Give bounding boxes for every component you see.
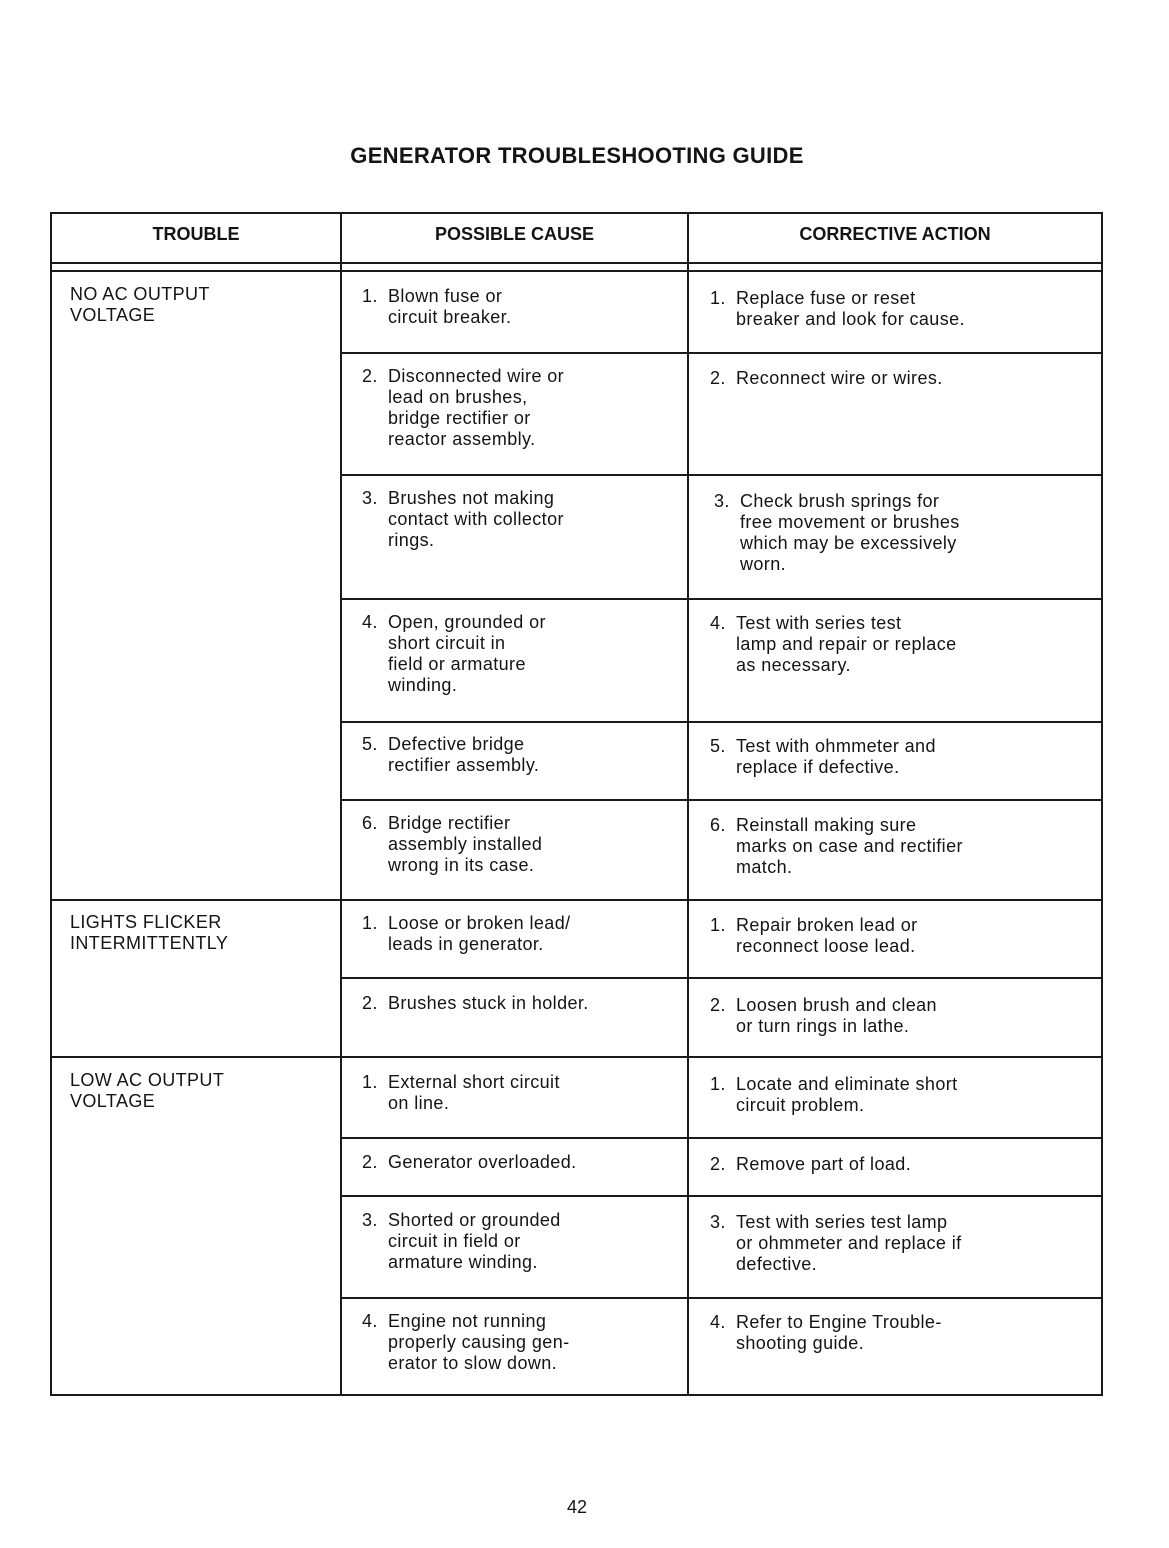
- cause-text: Brushes not making contact with collector rings.: [388, 488, 564, 550]
- cause-entry: [362, 734, 682, 776]
- cause-text: Brushes stuck in holder.: [388, 993, 589, 1013]
- cause-number: 5.: [362, 734, 378, 754]
- cause-entry: [362, 1152, 682, 1173]
- trouble-no-ac-output: NO AC OUTPUT VOLTAGE: [70, 284, 210, 325]
- trouble-low-ac-output: LOW AC OUTPUT VOLTAGE: [70, 1070, 225, 1111]
- action-number: 2.: [710, 368, 726, 388]
- cause-number: 2.: [362, 993, 378, 1013]
- action-number: 2.: [710, 995, 726, 1015]
- action-entry: [710, 736, 1095, 778]
- header-divider-1: [50, 262, 1103, 264]
- action-entry: [710, 1154, 1095, 1175]
- header-corrective-action: CORRECTIVE ACTION: [799, 224, 991, 244]
- cause-number: 6.: [362, 813, 378, 833]
- row-separator: [340, 721, 1103, 723]
- action-entry: [710, 995, 1095, 1037]
- cause-number: 4.: [362, 1311, 378, 1331]
- group-separator-lights-flicker: [50, 899, 1103, 901]
- action-text: Locate and eliminate short circuit problem.: [736, 1074, 958, 1115]
- action-text: Test with series test lamp or ohmmeter and replace if defective.: [736, 1212, 962, 1274]
- cause-entry: [362, 366, 682, 450]
- action-number: 1.: [710, 1074, 726, 1094]
- action-entry: [710, 1312, 1095, 1354]
- cause-text: Shorted or grounded circuit in field or armature winding.: [388, 1210, 561, 1272]
- cause-text: Loose or broken lead/ leads in generator.: [388, 913, 571, 954]
- action-text: Test with ohmmeter and replace if defective.: [736, 736, 936, 777]
- cause-entry: [362, 612, 682, 696]
- cause-number: 4.: [362, 612, 378, 632]
- cause-entry: [362, 1072, 682, 1114]
- action-text: Check brush springs for free movement or brushes which may be excessively worn.: [740, 491, 960, 574]
- action-entry: [710, 288, 1095, 330]
- cause-text: Disconnected wire or lead on brushes, bridge rectifier or reactor assembly.: [388, 366, 565, 449]
- action-text: Test with series test lamp and repair or replace as necessary.: [736, 613, 957, 675]
- header-possible-cause: POSSIBLE CAUSE: [434, 224, 595, 244]
- cause-entry: [362, 913, 682, 955]
- cause-number: 2.: [362, 366, 378, 386]
- action-entry: [710, 368, 1095, 389]
- cause-number: 3.: [362, 488, 378, 508]
- cause-entry: [362, 1311, 682, 1374]
- action-text: Reinstall making sure marks on case and rectifier match.: [736, 815, 963, 877]
- cause-text: Blown fuse or circuit breaker.: [388, 286, 512, 327]
- cause-number: 1.: [362, 913, 378, 933]
- cause-number: 3.: [362, 1210, 378, 1230]
- action-entry: [710, 613, 1095, 676]
- page-number: 42: [566, 1497, 588, 1517]
- cause-text: Bridge rectifier assembly installed wrong in its case.: [388, 813, 543, 875]
- action-entry: [710, 915, 1095, 957]
- trouble-lights-flicker: LIGHTS FLICKER INTERMITTENTLY: [70, 912, 229, 953]
- header-trouble: TROUBLE: [152, 224, 240, 244]
- row-separator: [340, 474, 1103, 476]
- row-separator: [340, 1297, 1103, 1299]
- row-separator: [340, 1195, 1103, 1197]
- cause-text: Engine not running properly causing gen- erator to slow down.: [388, 1311, 570, 1373]
- cause-entry: [362, 993, 682, 1014]
- cause-entry: [362, 286, 682, 328]
- action-number: 6.: [710, 815, 726, 835]
- action-number: 4.: [710, 1312, 726, 1332]
- cause-text: Generator overloaded.: [388, 1152, 577, 1172]
- column-divider-action: [687, 212, 689, 1396]
- column-divider-cause: [340, 212, 342, 1396]
- cause-number: 2.: [362, 1152, 378, 1172]
- table-left-border: [50, 212, 52, 1396]
- cause-text: Defective bridge rectifier assembly.: [388, 734, 540, 775]
- action-number: 3.: [714, 491, 730, 511]
- action-text: Remove part of load.: [736, 1154, 912, 1174]
- row-separator: [340, 977, 1103, 979]
- cause-entry: [362, 813, 682, 876]
- action-text: Loosen brush and clean or turn rings in lathe.: [736, 995, 937, 1036]
- action-text: Refer to Engine Trouble- shooting guide.: [736, 1312, 942, 1353]
- table-bottom-border: [50, 1394, 1103, 1396]
- action-entry: [710, 1212, 1095, 1275]
- action-entry: [710, 815, 1095, 878]
- action-number: 3.: [710, 1212, 726, 1232]
- action-text: Repair broken lead or reconnect loose lead.: [736, 915, 918, 956]
- action-number: 1.: [710, 915, 726, 935]
- cause-entry: [362, 488, 682, 551]
- group-separator-low-ac: [50, 1056, 1103, 1058]
- row-separator: [340, 1137, 1103, 1139]
- page-title: GENERATOR TROUBLESHOOTING GUIDE: [350, 143, 804, 168]
- table-right-border: [1101, 212, 1103, 1396]
- action-number: 2.: [710, 1154, 726, 1174]
- cause-entry: [362, 1210, 682, 1273]
- action-text: Reconnect wire or wires.: [736, 368, 943, 388]
- action-number: 4.: [710, 613, 726, 633]
- action-entry: [714, 491, 1099, 575]
- cause-text: External short circuit on line.: [388, 1072, 560, 1113]
- action-entry: [710, 1074, 1095, 1116]
- cause-text: Open, grounded or short circuit in field or armature winding.: [388, 612, 546, 695]
- row-separator: [340, 799, 1103, 801]
- action-text: Replace fuse or reset breaker and look for cause.: [736, 288, 965, 329]
- header-divider-2: [50, 270, 1103, 272]
- cause-number: 1.: [362, 1072, 378, 1092]
- action-number: 5.: [710, 736, 726, 756]
- action-number: 1.: [710, 288, 726, 308]
- cause-number: 1.: [362, 286, 378, 306]
- table-top-border: [50, 212, 1103, 214]
- row-separator: [340, 598, 1103, 600]
- row-separator: [340, 352, 1103, 354]
